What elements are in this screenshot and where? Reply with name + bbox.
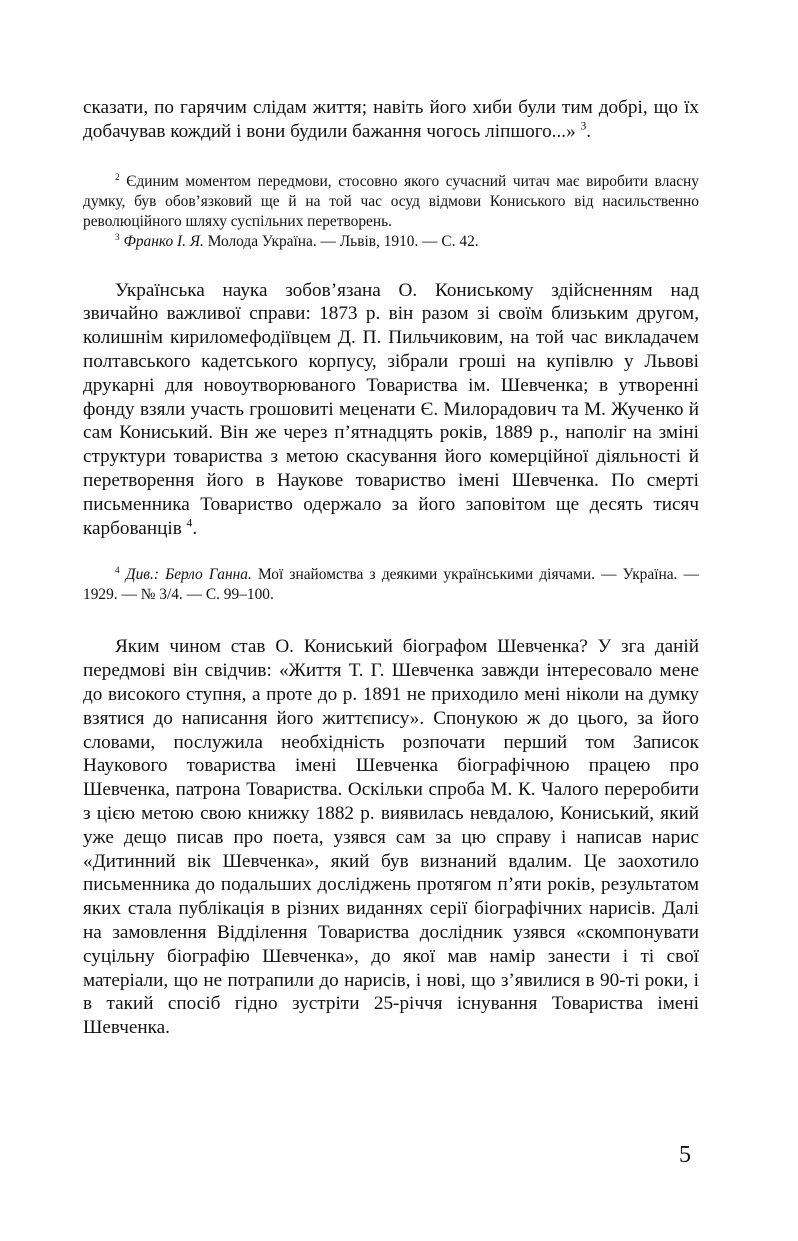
footnote-author: Берло Ганна. [165,566,252,584]
footnote-ref-3: 3 [580,120,587,133]
page-body [83,96,699,1040]
footnote-number: 2 [115,171,120,182]
footnote-ref-4: 4 [186,517,193,530]
page-number: 5 [679,1142,691,1168]
footnote-number: 3 [115,231,120,242]
footnote-3: $^3$ Франко І. Я. Молода Україна. — Львів, 1910. — С. 42. [115,231,479,250]
paragraph-2: Українська наука зобов’язана О. Кониському здійсненням над звичайно важливої справи: 1873 р. він разом зі своїм близьким другом, колишнім кириломефодіївцем Д. П. Пильчиковим, на той час викладачем полтавського кадетського корпусу, зібрали гроші на купівлю у Львові друкарні для новоутворюваного Товариства ім. Шевченка; в утворенні фонду взяли участь грошовиті меценати Є. Милорадович та М. Жученко й сам Кониський. Він же через п’ятнадцять років, 1889 р., наполіг на зміні структури товариства з метою скасування його комерційної діяльності й перетворення його в Наукове товариство імені Шевченка. По смерті письменника Товариство одержало за його заповітом ще десять тисяч карбованців $^4$. [83,279,699,539]
footnote-4: $^4$ Див.: Берло Ганна. Мої знайомства з деякими українськими діячами. — Україна. — 1929. — № 3/4. — С. 99–100. [83,565,699,604]
footnote-2: $^2$ Єдиним моментом передмови, стосовно якого сучасний читач має виробити власну думку, був обов’язковий ще й на той час осуд відмови Кониського від насильственно революційного шляху суспільних перетворень. [83,171,699,230]
footnote-number: 4 [115,565,120,576]
paragraph-1: сказати, по гарячим слідам життя; навіть його хиби були тим добрі, що їх добачував кождий і вони будили бажання чогось ліпшого...» $^3$. [83,97,699,142]
paragraph-3: Яким чином став О. Кониський біографом Шевченка? У зга даній передмові він свідчив: «Життя Т. Г. Шевченка завжди інтересовало мене до високого ступня, а проте до р. 1891 не приходило мені ніколи на думку взятися до написання його життєпису». Спонукою ж до цього, за його словами, послужила необхідність розпочати перший том Записок Наукового товариства імені Шевченка біографічною працею про Шевченка, патрона Товариства. Оскільки спроба М. К. Чалого переробити з цією метою свою книжку 1882 р. виявилась невдалою, Кониський, який уже дещо писав про поета, узявся сам за цю справу і написав нарис «Дитинний вік Шевченка», який був визнаний вдалим. Це заохотило письменника до подальших досліджень протягом п’яти років, результатом яких стала публікація в різних виданнях серії біографічних нарисів. Далі на замовлення Відділення Товариства дослідник узявся «скомпонувати суцільну біографію Шевченка», до якої мав намір занести і ті свої матеріали, що не потрапили до нарисів, і нові, що з’явилися в 90-ті роки, і в такий спосіб гідно зустріти 25-річчя існування Товариства імені Шевченка. [83,636,699,1039]
footnote-author: Франко І. Я. [123,232,204,250]
footnote-prefix: Див.: [125,566,159,584]
